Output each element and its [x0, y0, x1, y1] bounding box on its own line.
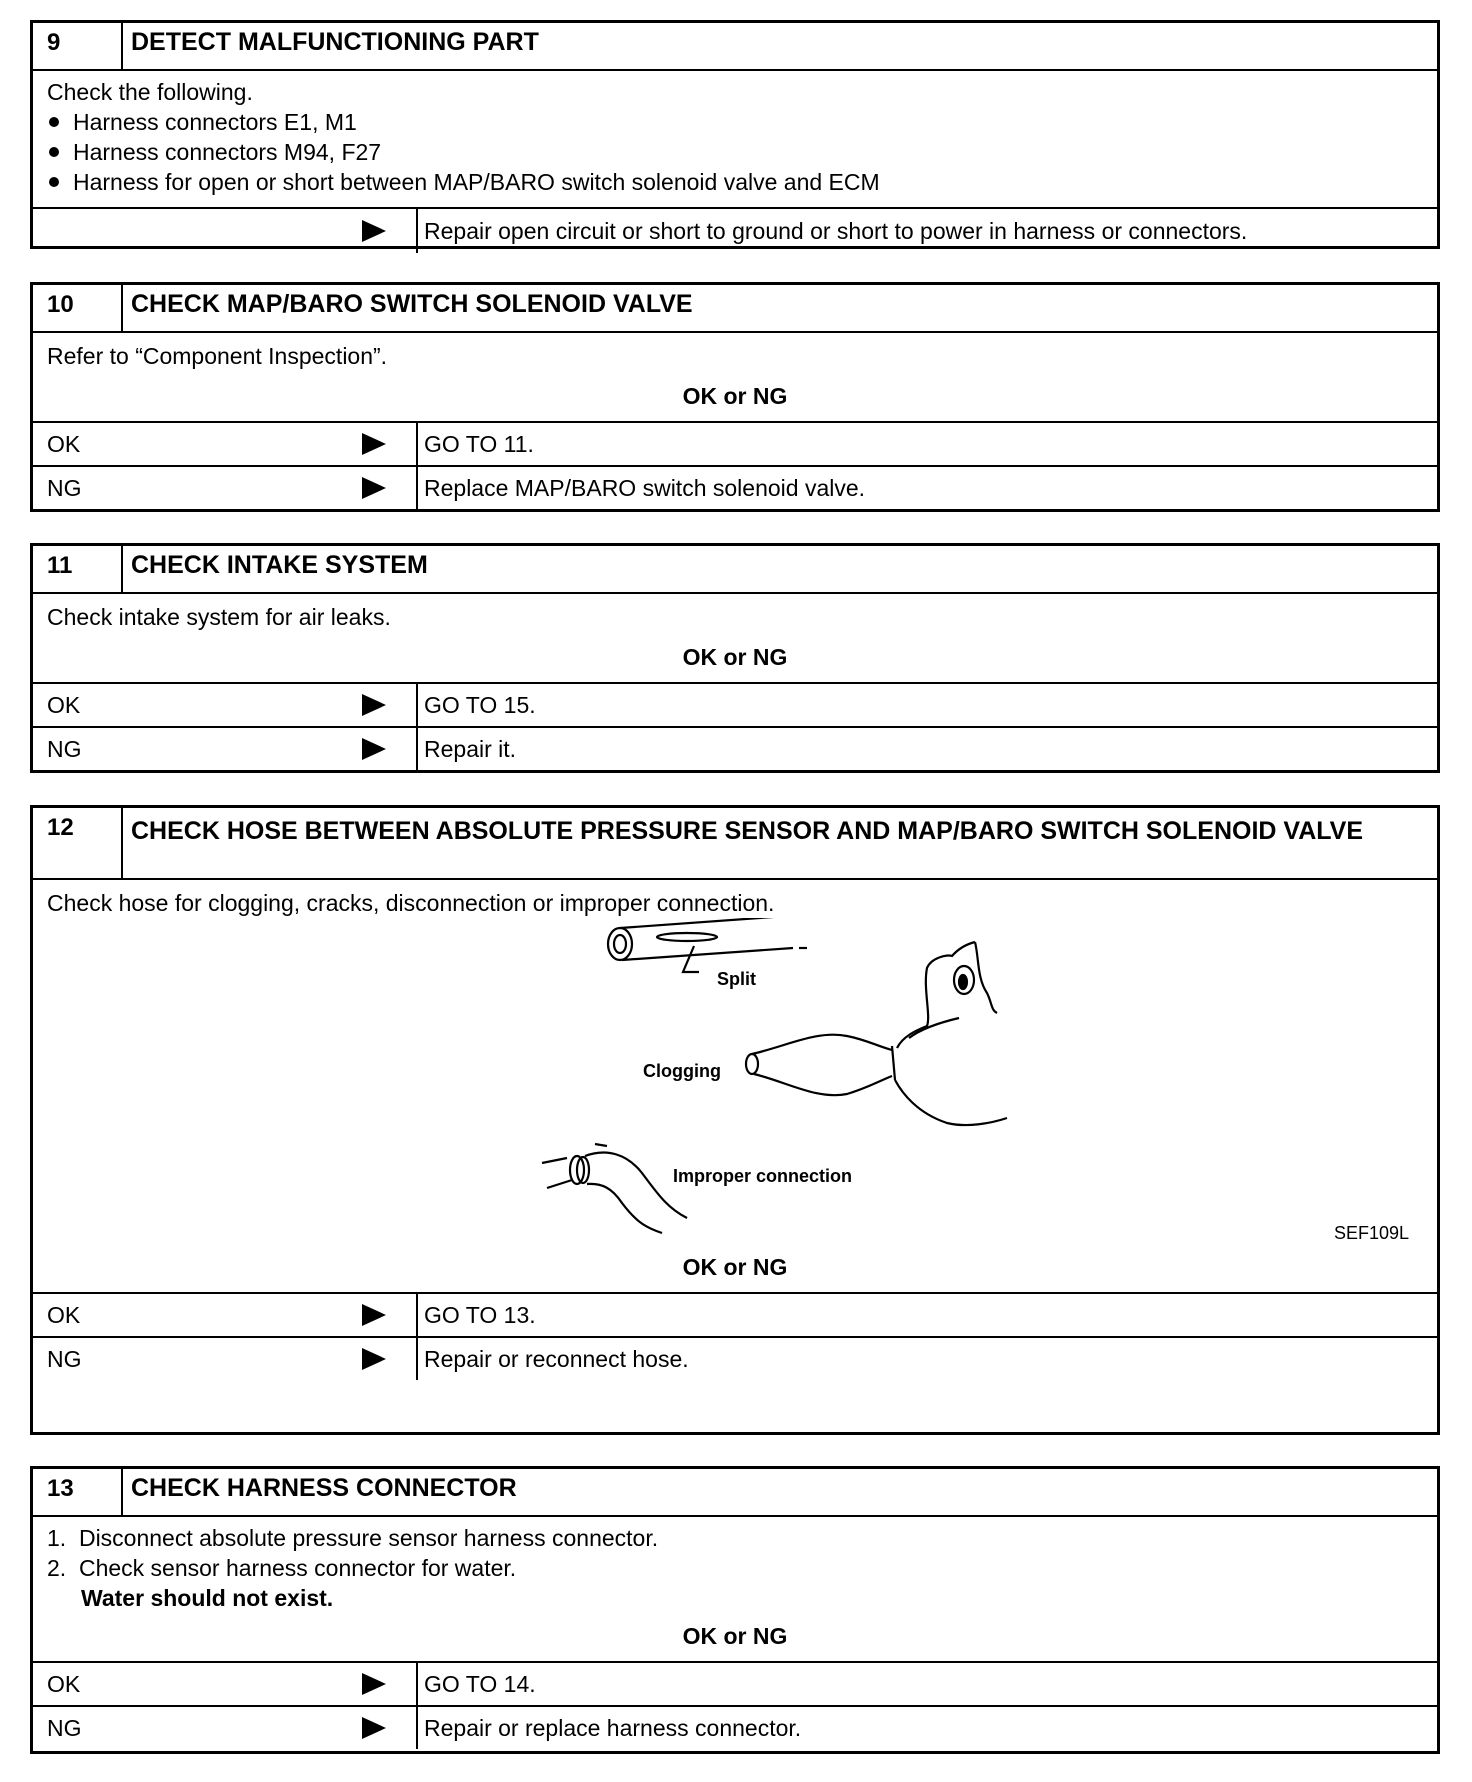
- step-number: 12: [33, 808, 123, 878]
- arrow-right-icon: [362, 738, 386, 760]
- bullet-item: Harness connectors E1, M1: [47, 107, 1423, 137]
- step-number: 11: [33, 546, 123, 592]
- step-body: Check hose for clogging, cracks, disconnection or improper connection. Split Clogging Improper connection SEF109L: [33, 880, 1437, 1248]
- bullet-item: Harness for open or short between MAP/BARO switch solenoid valve and ECM: [47, 167, 1423, 197]
- bullet-item: Harness connectors M94, F27: [47, 137, 1423, 167]
- ok-or-ng-label: OK or NG: [682, 644, 788, 670]
- step-intro: Check the following.: [47, 79, 253, 105]
- result-label: OK: [47, 1670, 81, 1697]
- step-10-box: [30, 282, 1440, 512]
- step-13-box: [30, 1466, 1440, 1754]
- result-row-ng: [33, 1336, 1437, 1380]
- arrow-right-icon: [362, 433, 386, 455]
- step-title: DETECT MALFUNCTIONING PART: [131, 28, 539, 56]
- result-text: Replace MAP/BARO switch solenoid valve.: [424, 474, 866, 501]
- result-text: GO TO 15.: [424, 691, 536, 718]
- arrow-right-icon: [362, 694, 386, 716]
- step-11-box: [30, 543, 1440, 773]
- step-body: Check intake system for air leaks.: [47, 604, 391, 630]
- step-number: 10: [33, 285, 123, 331]
- arrow-right-icon: [362, 1717, 386, 1739]
- result-row-ng: [33, 726, 1437, 770]
- arrow-right-icon: [362, 477, 386, 499]
- result-text: GO TO 14.: [424, 1670, 536, 1697]
- result-label: OK: [47, 1301, 81, 1328]
- result-row-ng: [33, 1705, 1437, 1749]
- result-label: NG: [47, 1714, 82, 1741]
- step-item: 1. Disconnect absolute pressure sensor harness connector.: [47, 1525, 659, 1551]
- arrow-right-icon: [362, 220, 386, 242]
- result-text: Repair or reconnect hose.: [424, 1345, 689, 1372]
- result-row-ok: [33, 421, 1437, 465]
- step-12-box: [30, 805, 1440, 1435]
- step-number: 13: [33, 1469, 123, 1515]
- result-label: [33, 209, 418, 253]
- step-9-box: [30, 20, 1440, 249]
- result-row-ok: [33, 1661, 1437, 1705]
- step-title: CHECK INTAKE SYSTEM: [131, 551, 428, 579]
- result-row: [33, 207, 1437, 253]
- result-label: NG: [47, 735, 82, 762]
- step-body: Refer to “Component Inspection”.: [47, 343, 388, 369]
- result-text: GO TO 11.: [424, 430, 534, 457]
- ok-or-ng-label: OK or NG: [682, 1623, 788, 1649]
- arrow-right-icon: [362, 1673, 386, 1695]
- result-label: OK: [47, 691, 81, 718]
- label-clogging: Clogging: [643, 1061, 721, 1081]
- label-improper-connection: Improper connection: [673, 1166, 853, 1186]
- step-item: 2. Check sensor harness connector for water.: [47, 1555, 517, 1581]
- result-text: Repair it.: [424, 735, 517, 762]
- result-text: Repair or replace harness connector.: [424, 1714, 802, 1741]
- bullet-icon: [49, 147, 59, 157]
- result-label: OK: [47, 430, 81, 457]
- arrow-right-icon: [362, 1304, 386, 1326]
- step-title: CHECK HARNESS CONNECTOR: [131, 1474, 517, 1502]
- result-row-ng: [33, 465, 1437, 509]
- step-note: Water should not exist.: [81, 1585, 334, 1611]
- bullet-icon: [49, 177, 59, 187]
- ok-or-ng-label: OK or NG: [682, 1254, 788, 1280]
- result-text: GO TO 13.: [424, 1301, 536, 1328]
- figure-code: SEF109L: [1333, 1223, 1409, 1243]
- result-row-ok: [33, 682, 1437, 726]
- step-body: [33, 1517, 1437, 1617]
- step-title: CHECK MAP/BARO SWITCH SOLENOID VALVE: [131, 290, 693, 318]
- result-row-ok: [33, 1292, 1437, 1336]
- result-label: NG: [47, 1345, 82, 1372]
- label-split: Split: [717, 969, 756, 989]
- step-number: 9: [33, 23, 123, 69]
- arrow-right-icon: [362, 1348, 386, 1370]
- bullet-icon: [49, 117, 59, 127]
- hose-inspection-figure: [47, 918, 1423, 1248]
- step-title: CHECK HOSE BETWEEN ABSOLUTE PRESSURE SENSOR AND MAP/BARO SWITCH SOLENOID VALVE: [131, 817, 1364, 845]
- step-body: [33, 71, 1437, 207]
- result-text: Repair open circuit or short to ground or short to power in harness or connectors.: [424, 217, 1248, 244]
- result-label: NG: [47, 474, 82, 501]
- ok-or-ng-label: OK or NG: [682, 383, 788, 409]
